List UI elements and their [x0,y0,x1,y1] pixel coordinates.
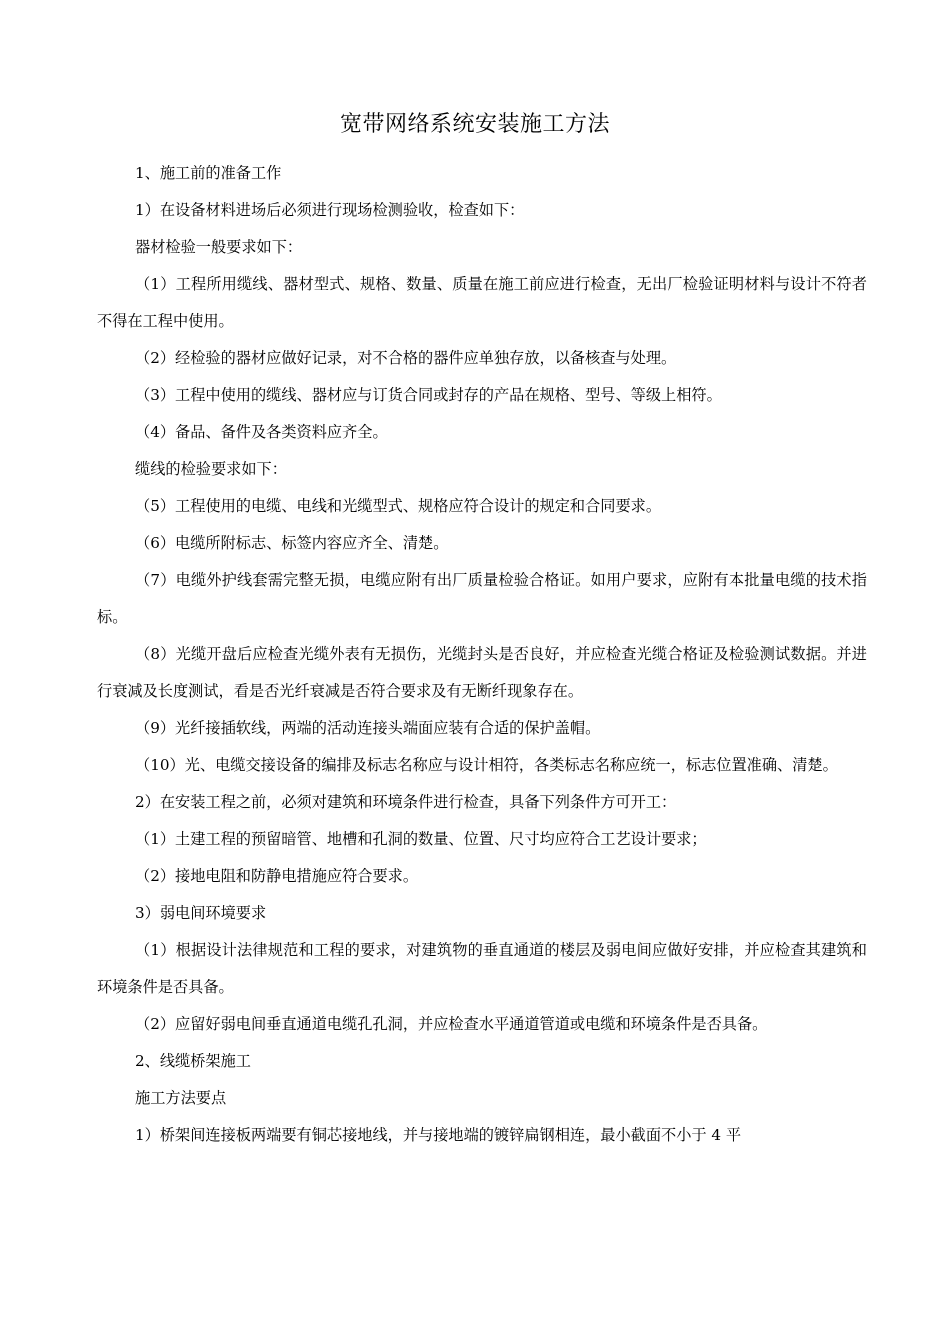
list-item: （6）电缆所附标志、标签内容应齐全、清楚。 [135,534,449,552]
paragraph: 2）在安装工程之前，必须对建筑和环境条件进行检查，具备下列条件方可开工： [135,793,677,811]
list-item: （5）工程使用的电缆、电线和光缆型式、规格应符合设计的规定和合同要求。 [135,497,662,515]
subheading: 缆线的检验要求如下： [135,460,287,478]
paragraph: 1）桥架间连接板两端要有铜芯接地线，并与接地端的镀锌扁钢相连，最小截面不小于 4 平 [135,1126,742,1144]
subheading: 器材检验一般要求如下： [135,238,303,256]
document-title: 宽带网络系统安装施工方法 [339,112,610,137]
section-heading-1: 1、施工前的准备工作 [135,164,282,182]
list-item: （8）光缆开盘后应检查光缆外表有无损伤，光缆封头是否良好，并应检查光缆合格证及检验测试数据。并进行衰减及长度测试，看是否光纤衰减是否符合要求及有无断纤现象存在。 [97,645,867,700]
paragraph: 3）弱电间环境要求 [135,904,267,922]
list-item: （1）土建工程的预留暗管、地槽和孔洞的数量、位置、尺寸均应符合工艺设计要求； [135,830,707,848]
list-item: （1）根据设计法律规范和工程的要求，对建筑物的垂直通道的楼层及弱电间应做好安排，并应检查其建筑和环境条件是否具备。 [97,941,867,996]
list-item: （7）电缆外护线套需完整无损，电缆应附有出厂质量检验合格证。如用户要求，应附有本批量电缆的技术指标。 [97,571,867,626]
paragraph: 1）在设备材料进场后必须进行现场检测验收，检查如下： [135,201,525,219]
list-item: （4）备品、备件及各类资料应齐全。 [135,423,388,441]
list-item: （10）光、电缆交接设备的编排及标志名称应与设计相符，各类标志名称应统一，标志位置准确、清楚。 [135,756,838,774]
list-item: （9）光纤接插软线，两端的活动连接头端面应装有合适的保护盖帽。 [135,719,601,737]
list-item: （3）工程中使用的缆线、器材应与订货合同或封存的产品在规格、型号、等级上相符。 [135,386,722,404]
list-item: （2）接地电阻和防静电措施应符合要求。 [135,867,419,885]
section-heading-2: 2、线缆桥架施工 [135,1052,251,1070]
list-item: （2）应留好弱电间垂直通道电缆孔孔洞，并应检查水平通道管道或电缆和环境条件是否具备。 [135,1015,768,1033]
document-body [97,155,867,1154]
subheading: 施工方法要点 [135,1089,227,1107]
list-item: （2）经检验的器材应做好记录，对不合格的器件应单独存放，以备核查与处理。 [135,349,677,367]
list-item: （1）工程所用缆线、器材型式、规格、数量、质量在施工前应进行检查，无出厂检验证明材料与设计不符者不得在工程中使用。 [97,275,867,330]
